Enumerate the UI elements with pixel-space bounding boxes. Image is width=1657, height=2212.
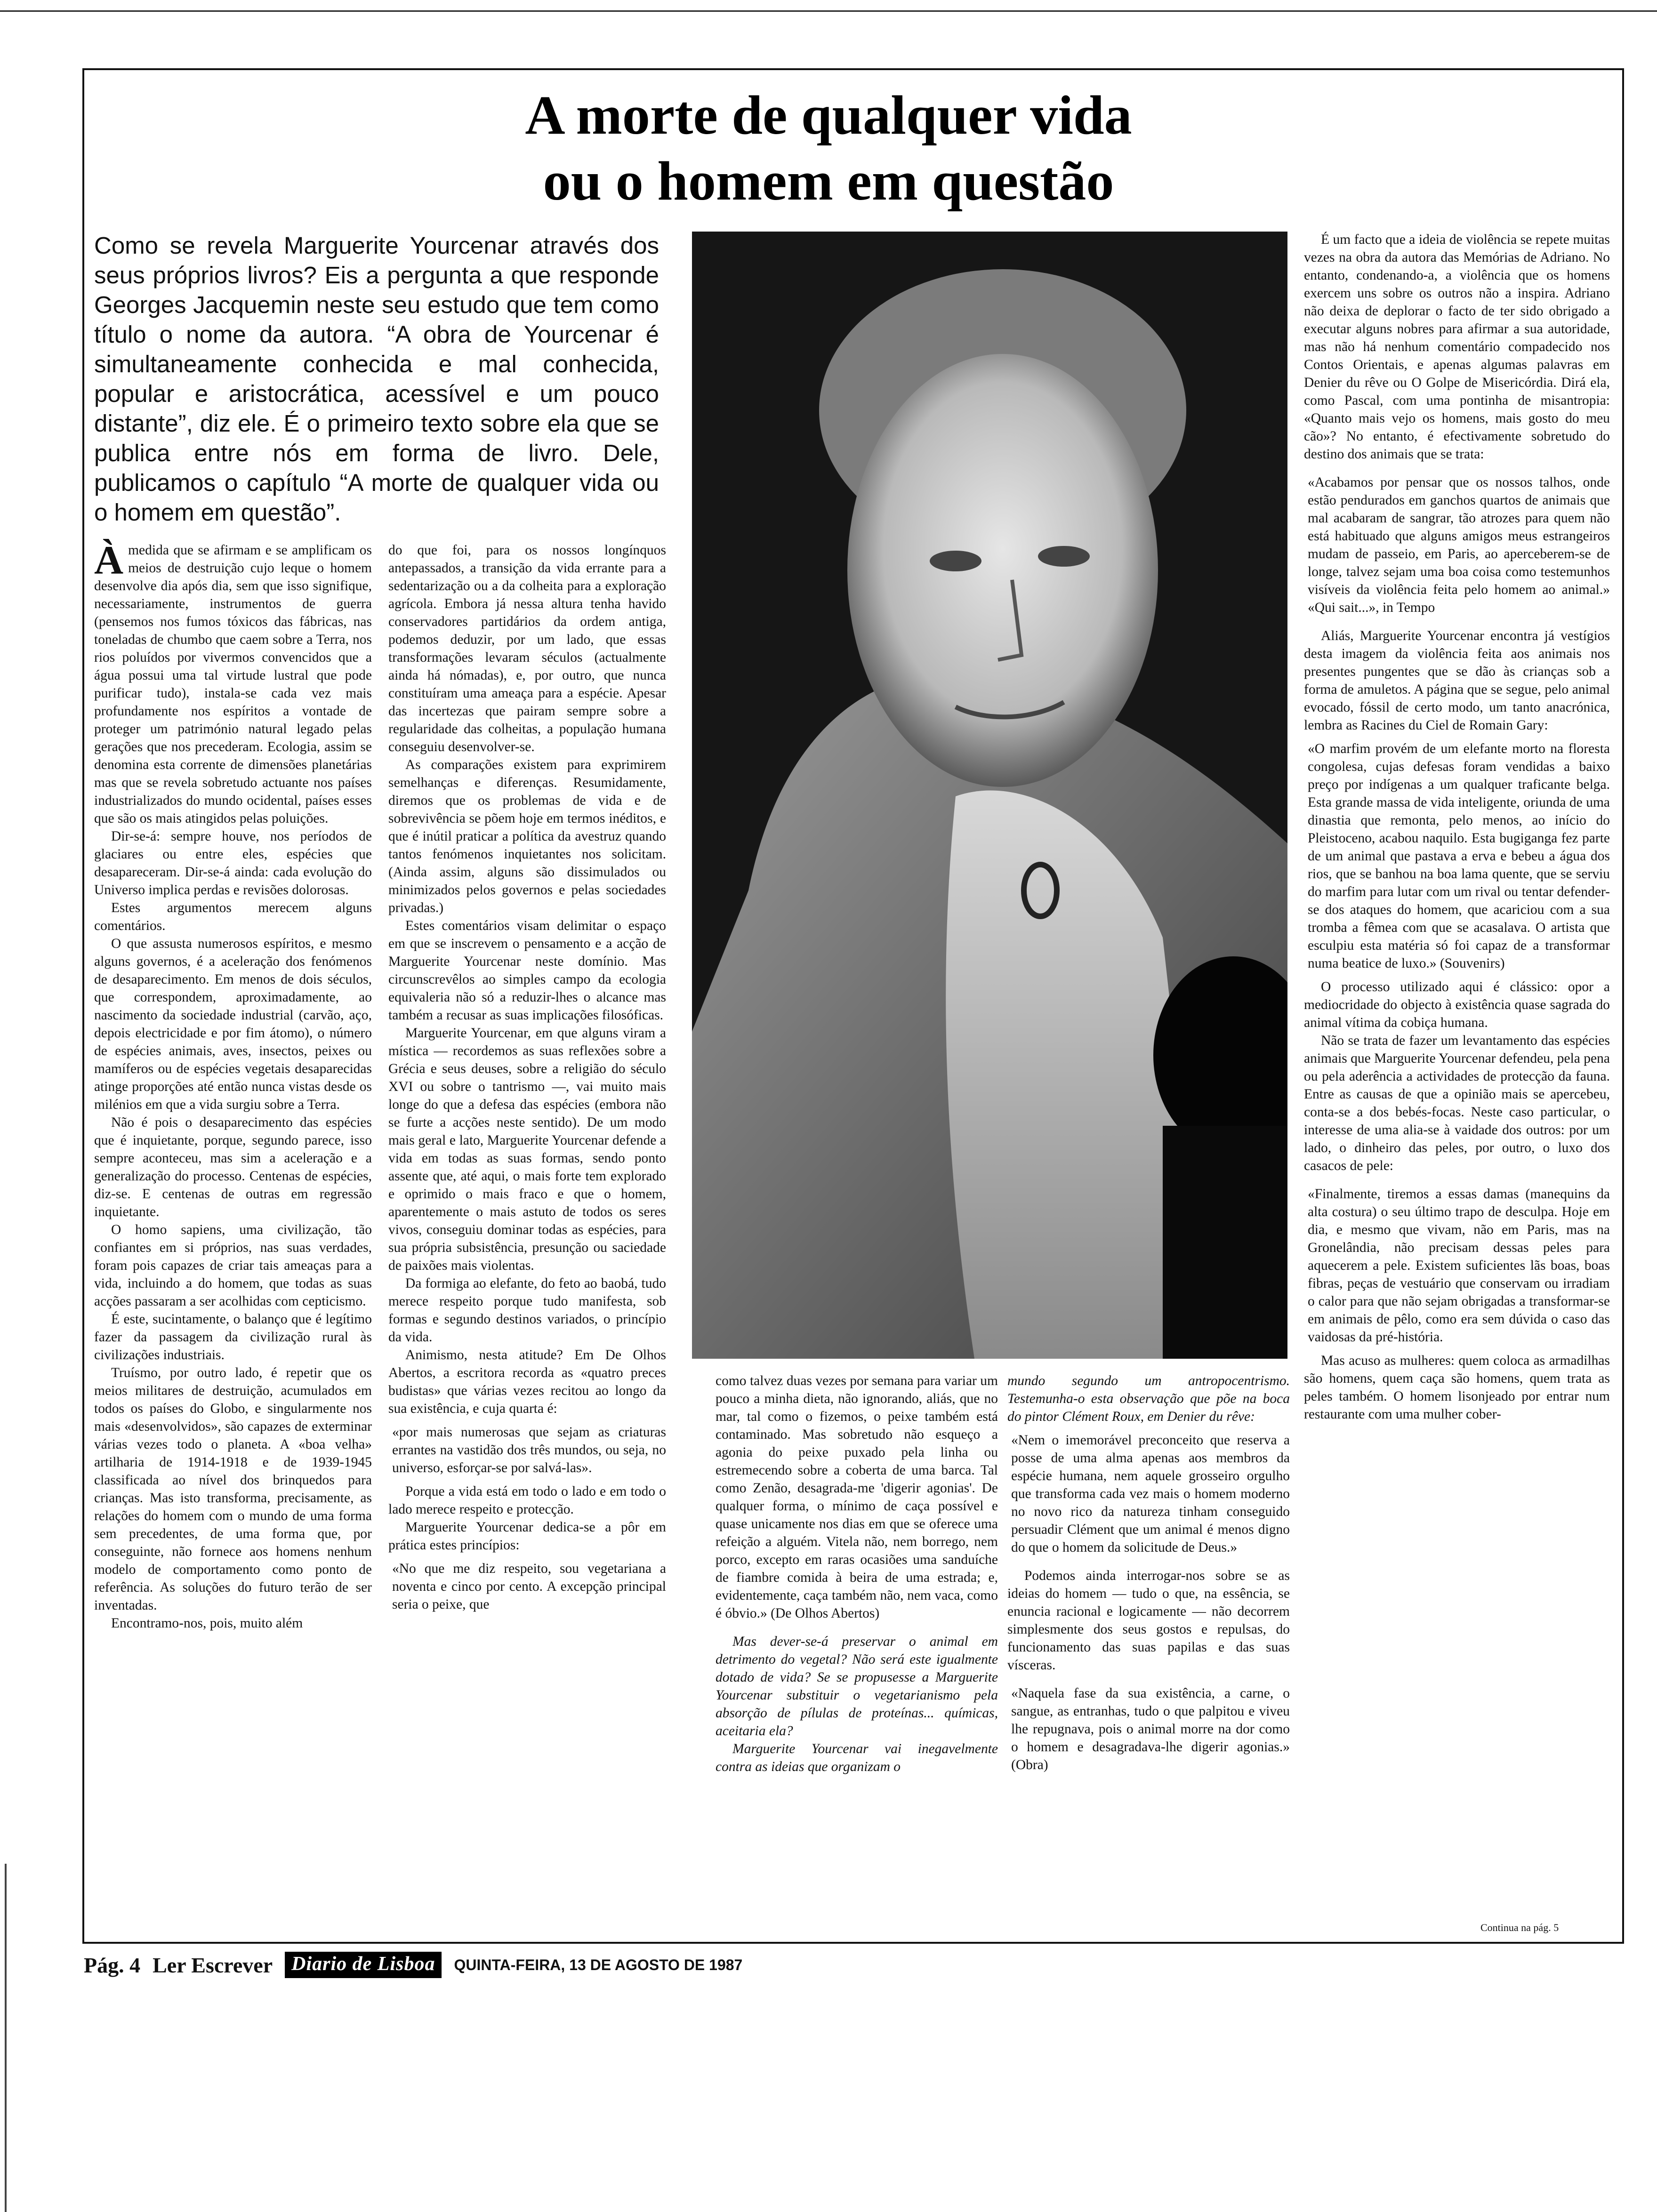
column-5-paragraph-4: Não se trata de fazer um levantamento das espécies animais que Marguerite Yourcenar defendeu, pela pena ou pela aderência a actividades de protecção da fauna. Entre as causas de que a opinião mais se apercebeu, conta-se a dos bebés-focas. Neste caso particular, o interesse de uma alia-se à vaidade dos outros: por um lado, o dinheiro das peles, por outro, o luxo dos casacos de pele: xyxy=(1304,1033,1610,1173)
article-intro: Como se revela Marguerite Yourcenar através dos seus próprios livros? Eis a pergunta a que responde Georges Jacquemin neste seu estudo que tem como título o nome da autora. “A obra de Yourcenar é simultaneamente conhecida e mal conhecida, popular e aristocrática, acessível e um pouco distante”, diz ele. É o primeiro texto sobre ela que se publica entre nós em forma de livro. Dele, publicamos o capítulo “A morte de qualquer vida ou o homem em questão”. xyxy=(94,232,659,526)
continued-note: Continua na pág. 5 xyxy=(1480,1922,1559,1933)
column-2-paragraph-7: Porque a vida está em todo o lado e em todo o lado merece respeito e protecção. xyxy=(388,1484,666,1517)
column-2-quote-1: «por mais numerosas que sejam as criaturas errantes na vastidão dos três mundos, ou seja, no universo, esforçar-se por salvá-las». xyxy=(392,1425,666,1475)
page-number: Pág. 4 xyxy=(84,1953,141,1977)
column-4-paragraph-1: mundo segundo um antropocentrismo. Testemunha-o esta observação que põe na boca do pintor Clément Roux, em Denier du rêve: xyxy=(1007,1373,1290,1424)
column-5-paragraph-5: Mas acuso as mulheres: quem coloca as armadilhas são homens, quem caça são homens, quem trata as peles também. O homem lisonjeado por entrar num restaurante com uma mulher cober- xyxy=(1304,1353,1610,1422)
column-1-paragraph-1-text: medida que se afirmam e se amplificam os meios de destruição cujo leque o homem desenvolve dia após dia, sem que isso signifique, necessariamente, instrumentos de guerra (pensemos nos fumos tóxicos das fábricas, nas toneladas de chumbo que caem sobre a Terra, nos rios poluídos por vivermos convencidos que a água possui uma tal virtude lustral que pode purificar tudo), instala-se cada vez mais profundamente nos espíritos a vontade de proteger um património natural legado pelas gerações que nos precederam. Ecologia, assim se denomina esta corrente de dimensões planetárias mas que se revela sobretudo actuante nos países industrializados do mundo ocidental, países esses que são os mais atingidos pelas poluições. xyxy=(94,543,372,826)
section-name: Ler Escrever xyxy=(153,1953,273,1977)
column-4-quote-2: «Naquela fase da sua existência, a carne, o sangue, as entranhas, tudo o que palpitou e viveu lhe repugnava, pois o animal morre na dor como o homem e desagradava-lhe digerir agonias.» (Obra) xyxy=(1011,1686,1290,1772)
column-3-paragraph-2: Mas dever-se-á preservar o animal em detrimento do vegetal? Não será este igualmente dotado de vida? Se se propusesse a Marguerite Yourcenar substituir o vegetarianismo pela absorção de pílulas de proteínas... químicas, aceitaria ela? xyxy=(716,1634,998,1739)
article-column-4 xyxy=(1007,1372,1290,1779)
column-1-paragraph-9: Encontramo-nos, pois, muito além xyxy=(111,1616,303,1631)
headline-line-1: A morte de qualquer vida xyxy=(525,84,1132,146)
column-1-paragraph-8: Truísmo, por outro lado, é repetir que os meios militares de destruição, acumulados em todos os países do Globo, e singularmente nos mais «desenvolvidos», são capazes de exterminar várias vezes todo o planeta. A «boa velha» artilharia de 1914-1918 e de 1939-1945 classificada ao nível dos brinquedos para crianças. Mas isto transforma, precisamente, as relações do homem com o mundo de uma forma sem precedentes, de uma forma que, por conseguinte, não fornece aos homens nenhum modelo de comportamento como ponto de referência. As soluções do futuro terão de ser inventadas. xyxy=(94,1365,372,1613)
column-4-quote-1: «Nem o imemorável preconceito que reserva a posse de uma alma apenas aos membros da espécie humana, nem aquele grosseiro orgulho que transforma cada vez mais o homem moderno no novo rico da natureza tinham conseguido persuadir Clément que um animal é menos digno do que o homem da solicitude de Deus.» xyxy=(1011,1433,1290,1555)
issue-date: QUINTA-FEIRA, 13 DE AGOSTO DE 1987 xyxy=(454,1956,743,1973)
page-footer xyxy=(84,1948,742,1981)
column-1-paragraph-2: Dir-se-á: sempre houve, nos períodos de glaciares ou entre eles, espécies que desapareceram. Dir-se-á ainda: cada evolução do Universo implica perdas e revisões dolorosas. xyxy=(94,829,372,898)
left-margin-rule xyxy=(5,1864,7,2212)
column-1-paragraph-7: É este, sucintamente, o balanço que é legítimo fazer da passagem da civilização rural às civilizações industriais. xyxy=(94,1312,372,1362)
headline-line-2: ou o homem em questão xyxy=(543,150,1114,212)
newspaper-logo: Diario de Lisboa xyxy=(285,1952,442,1978)
column-5-paragraph-1: É um facto que a ideia de violência se repete muitas vezes na obra da autora das Memórias de Adriano. No entanto, condenando-a, a violência que os homens exercem uns sobre os outros não a inspira. Adriano não deixa de deplorar o facto de ter sido obrigado a executar alguns nobres para afirmar a sua autoridade, mas não há nenhum comentário compadecido nos Contos Orientais, e apenas algumas palavras em Denier du rêve ou O Golpe de Misericórdia. Dirá ela, como Pascal, com uma pontinha de misantropia: «Quanto mais vejo os homens, mais gosto do meu cão»? No entanto, é efectivamente sobretudo do destino dos animais que se trata: xyxy=(1304,232,1610,462)
column-5-paragraph-3: O processo utilizado aqui é clássico: opor a mediocridade do objecto à existência quase sagrada do animal vítima da cobiça humana. xyxy=(1304,979,1610,1030)
column-3-paragraph-1: como talvez duas vezes por semana para variar um pouco a minha dieta, não ignorando, aliás, que no mar, tal como o fizemos, o peixe também está contaminado. Mas sobretudo não esqueço a agonia do peixe puxado pela linha ou estremecendo sobre a coberta de uma barca. Tal como Zenão, desagrada-me 'digerir agonias'. De qualquer forma, o mínimo de caça possível e quase unicamente nos dias em que se oferece uma refeição a alguém. Vitela não, nem borrego, nem porco, excepto em raras ocasiões uma sanduíche de fiambre comida à beira de uma estrada; e, evidentemente, caça também não, nem vaca, como é óbvio.» (De Olhos Abertos) xyxy=(716,1373,998,1621)
author-photo-drawing xyxy=(692,232,1287,1359)
article-column-5 xyxy=(1304,231,1610,1423)
column-5-quote-1: «Acabamos por pensar que os nossos talhos, onde estão pendurados em ganchos quartos de animais que mal acabaram de sangrar, tão atrozes para quem não está habituado que alguns amigos meus estrangeiros mudam de passeio, em Paris, ao aperceberem-se de longe, talvez sejam uma boa coisa como testemunhos visíveis da violência feita pelo homem ao animal.» «Qui sait...», in Tempo xyxy=(1308,475,1610,615)
column-5-quote-2: «O marfim provém de um elefante morto na floresta congolesa, cujas defesas foram vendidas a baixo preço por indígenas a um qualquer traficante belga. Esta grande massa de vida inteligente, oriunda de uma dinastia que remonta, pelo menos, ao início do Pleistoceno, acabou naquilo. Esta bugiganga fez parte de um animal que pastava a erva e bebeu a água dos rios, que se banhou na boa lama quente, que se serviu do marfim para lutar com um rival ou tentar defender-se dos ataques do homem, que acariciou com a sua tromba a fêmea com que se acasalava. O artista que esculpiu esta matéria só foi capaz de a transformar numa beatice de luxo.» (Souvenirs) xyxy=(1308,741,1610,971)
column-2-paragraph-5: Da formiga ao elefante, do feto ao baobá, tudo merece respeito porque tudo manifesta, sob formas e segundo destinos variados, o princípio da vida. xyxy=(388,1276,666,1345)
column-3-paragraph-3: Marguerite Yourcenar vai inegavelmente contra as ideias que organizam o xyxy=(716,1741,998,1774)
column-2-paragraph-6: Animismo, nesta atitude? Em De Olhos Abertos, a escritora recorda as «quatro preces budistas» que várias vezes recitou ao longo da sua existência, e cuja quarta é: xyxy=(388,1347,666,1416)
article-column-1 xyxy=(94,537,372,1632)
author-photo xyxy=(692,232,1287,1359)
column-2-paragraph-3: Estes comentários visam delimitar o espaço em que se inscrevem o pensamento e a acção de Marguerite Yourcenar neste domínio. Mas circunscrevêlos ao simples campo da ecologia equivaleria não só a reduzir-lhes o alcance mas também a recusar as suas implicações filosóficas. xyxy=(388,918,666,1023)
article-column-3 xyxy=(716,1372,998,1776)
column-5-quote-3: «Finalmente, tiremos a essas damas (manequins da alta costura) o seu último trapo de desculpa. Hoje em dia, e mesmo que vivam, não em Paris, mas na Gronelândia, não precisam dessas peles para aquecerem a pele. Existem suficientes lãs boas, boas fibras, peças de vestuário que conservam ou irradiam o calor para que não sejam obrigadas a transformar-se em animais de pêlo, como era sem dúvida o caso das vaidosas da pré-história. xyxy=(1308,1186,1610,1345)
column-1-paragraph-4: O que assusta numerosos espíritos, e mesmo alguns governos, é a aceleração dos fenómenos de desaparecimento. Em menos de dois séculos, que correspondem, aproximadamente, ao nascimento da sociedade industrial (carvão, aço, depois electricidade e por fim átomo), o número de espécies animais, aves, insectos, peixes ou mamíferos ou de espécies vegetais desaparecidas atinge proporções até então nunca vistas desde os milénios em que a vida surgiu sobre a Terra. xyxy=(94,936,372,1112)
column-2-paragraph-2: As comparações existem para exprimirem semelhanças e diferenças. Resumidamente, diremos que os problemas de vida e de sobrevivência se põem hoje em termos inéditos, e que é inútil praticar a política da avestruz quando tantos fenómenos inquietantes nos solicitam. (Ainda assim, alguns são dissimulados ou minimizados pelos governos e pelas sociedades privadas.) xyxy=(388,757,666,915)
column-1-paragraph-1 xyxy=(94,537,372,827)
column-2-quote-2: «No que me diz respeito, sou vegetariana a noventa e cinco por cento. A excepção principal seria o peixe, que xyxy=(392,1561,666,1612)
column-2-paragraph-1: do que foi, para os nossos longínquos antepassados, a transição da vida errante para a sedentarização ou a da colheita para a exploração agrícola. Embora já nessa altura tenha havido conservadores partidários da ordem antiga, podemos deduzir, por um lado, que essas transformações levaram séculos (actualmente ainda há nómadas), e, por outro, que nunca constituíram uma ameaça para a espécie. Apesar das incertezas que pairam sempre sobre a regularidade das colheitas, a população humana conseguiu desenvolver-se. xyxy=(388,543,666,754)
column-5-paragraph-2: Aliás, Marguerite Yourcenar encontra já vestígios desta imagem da violência feita aos animais nos presentes pungentes que se dão às crianças sob a forma de amuletos. A página que se segue, pelo animal evocado, fóssil de certo modo, um tanto anacrónica, lembra as Racines du Ciel de Romain Gary: xyxy=(1304,628,1610,733)
column-4-paragraph-2: Podemos ainda interrogar-nos sobre se as ideias do homem — tudo o que, na essência, se enuncia racional e logicamente — não decorrem simplesmente dos seus gostos e repulsas, do funcionamento das suas papilas e das suas vísceras. xyxy=(1007,1568,1290,1673)
column-2-paragraph-4: Marguerite Yourcenar, em que alguns viram a mística — recordemos as suas reflexões sobre a Grécia e seus deuses, sobre a religião do século XVI ou sobre o tantrismo —, vai muito mais longe do que a defesa das espécies (embora não se furte a acções neste sentido). De um modo mais geral e lato, Marguerite Yourcenar defende a vida em todas as suas formas, sendo ponto assente que, até aqui, o mais forte tem explorado e oprimido o mais fraco e que o homem, aparentemente o mais astuto de todos os seres vivos, conseguiu dominar todas as espécies, para sua própria subsistência, presunção ou saciedade de paixões mais violentas. xyxy=(388,1026,666,1273)
column-1-paragraph-5: Não é pois o desaparecimento das espécies que é inquietante, porque, segundo parece, isso sempre aconteceu, mas sim a aceleração e a generalização do processo. Centenas de espécies, diz-se. E centenas de outras em regressão inquietante. xyxy=(94,1115,372,1219)
article-headline xyxy=(245,82,1412,214)
drop-cap: À xyxy=(94,537,124,583)
article-column-2 xyxy=(388,541,666,1619)
column-1-paragraph-3: Estes argumentos merecem alguns comentários. xyxy=(94,900,372,933)
top-edge-rule xyxy=(0,0,1657,12)
column-1-paragraph-6: O homo sapiens, uma civilização, tão confiantes em si próprios, nas suas verdades, foram pois capazes de criar tais ameaças para a vida, incluindo a do homem, que todas as suas acções passaram a ser acolhidas com cepticismo. xyxy=(94,1222,372,1309)
column-2-paragraph-8: Marguerite Yourcenar dedica-se a pôr em prática estes princípios: xyxy=(388,1520,666,1553)
